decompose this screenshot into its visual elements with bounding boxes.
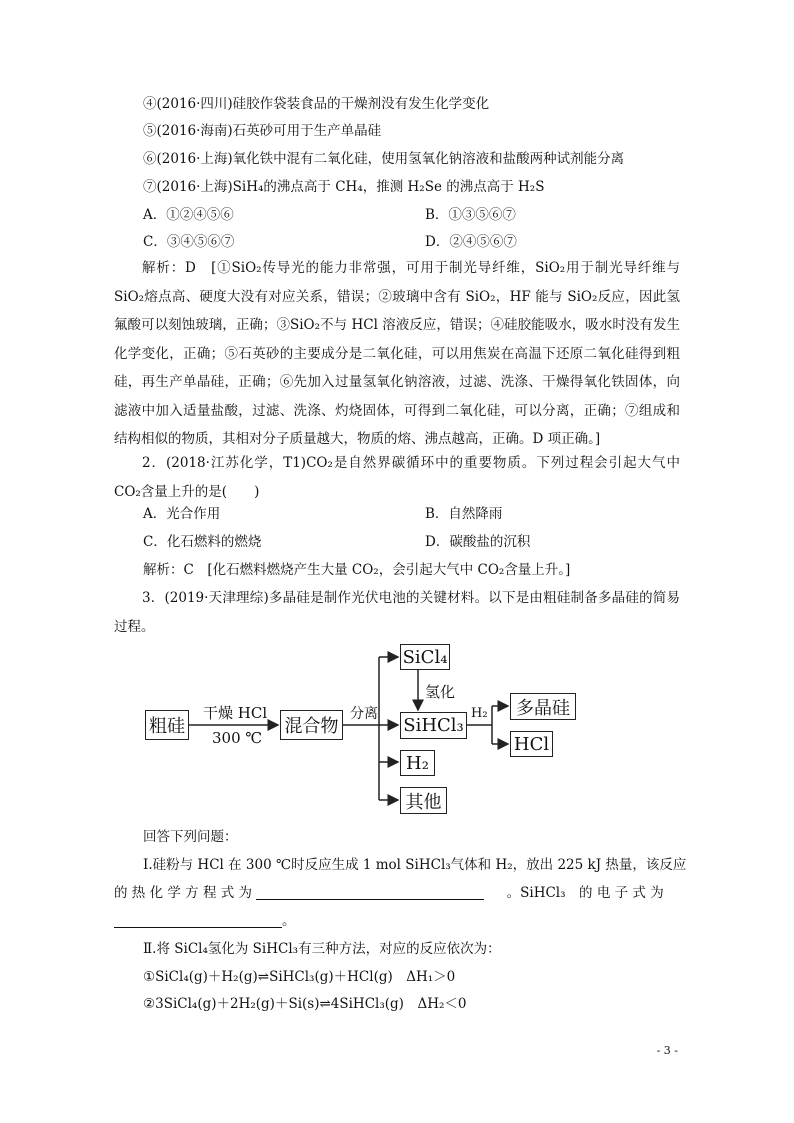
page-number: - 3 - — [656, 1044, 678, 1057]
thermo-equation-blank[interactable] — [256, 899, 484, 900]
q1-option-d: D．②④⑤⑥⑦ — [425, 234, 517, 250]
part1-line2 — [114, 884, 664, 902]
answer-prompt: 回答下列问题： — [143, 829, 238, 845]
part1-electron-prompt: 。SiHCl₃ 的 电 子 式 为 — [506, 885, 664, 901]
q1-option-c: C．③④⑤⑥⑦ — [143, 234, 235, 250]
part1-period: 。 — [282, 913, 296, 929]
statement-5: ⑤(2016·海南)石英砂可用于生产单晶硅 — [143, 123, 382, 139]
part1-thermo-prompt: 的 热 化 学 方 程 式 为 — [114, 885, 253, 901]
box-h2: H₂ — [400, 750, 435, 776]
label-300c: 300 ℃ — [212, 729, 263, 747]
q1-option-a: A．①②④⑤⑥ — [143, 207, 234, 223]
statement-6: ⑥(2016·上海)氧化铁中混有二氧化硅，使用氢氧化钠溶液和盐酸两种试剂能分离 — [143, 151, 625, 167]
box-sicl4: SiCl₄ — [400, 644, 450, 670]
box-hcl: HCl — [510, 731, 553, 757]
q2-option-c: C．化石燃料的燃烧 — [143, 534, 262, 550]
box-polysilicon: 多晶硅 — [510, 693, 576, 720]
statement-4: ④(2016·四川)硅胶作袋装食品的干燥剂没有发生化学变化 — [143, 96, 490, 112]
label-dry-hcl: 干燥 HCl — [203, 704, 268, 722]
reaction-2: ②3SiCl₄(g)＋2H₂(g)＋Si(s)⇌4SiHCl₃(g) ΔH₂＜0 — [143, 996, 467, 1012]
part1-line1: Ⅰ.硅粉与 HCl 在 300 ℃时反应生成 1 mol SiHCl₃气体和 H₂，放出 225 kJ 热量，该反应 — [143, 857, 687, 873]
q1-analysis: 解析：D [①SiO₂传导光的能力非常强，可用于制光导纤维，SiO₂用于制光导纤维与 SiO₂熔点高、硬度大没有对应关系，错误；②玻璃中含有 SiO₂，HF 能与 SiO₂反应，因此氢氟酸可以刻蚀玻璃，正确；③SiO₂不与 HCl 溶液反应，错误；④硅胶能吸水，吸水时没有发生化学变化，正确；⑤石英砂的主要成分是二氧化硅，可以用焦炭在高温下还原二氧化硅得到粗硅，再生产单晶硅，正确；⑥先加入过量氢氧化钠溶液，过滤、洗涤、干燥得氧化铁固体，向滤液中加入适量盐酸，过滤、洗涤、灼烧固体，可得到二氧化硅，可以分离，正确；⑦组成和结构相似的物质，其相对分子质量越大，物质的熔、沸点越高，正确。D 项正确。] — [114, 260, 680, 447]
q2-analysis: 解析：C [化石燃料燃烧产生大量 CO₂，会引起大气中 CO₂含量上升。] — [143, 562, 571, 578]
reaction-1: ①SiCl₄(g)＋H₂(g)⇌SiHCl₃(g)＋HCl(g) ΔH₁＞0 — [143, 969, 456, 985]
statement-7: ⑦(2016·上海)SiH₄的沸点高于 CH₄，推测 H₂Se 的沸点高于 H₂S — [143, 179, 545, 195]
label-hydrogenation: 氢化 — [425, 683, 456, 701]
q1-option-b: B．①③⑤⑥⑦ — [425, 207, 516, 223]
box-mixture: 混合物 — [280, 710, 343, 740]
q2-option-b: B．自然降雨 — [425, 506, 503, 522]
part1-line3 — [114, 912, 296, 930]
part2-intro: Ⅱ.将 SiCl₄氢化为 SiHCl₃有三种方法，对应的反应依次为： — [143, 941, 501, 957]
label-separation: 分离 — [350, 706, 378, 722]
q3-stem: 3．(2019·天津理综)多晶硅是制作光伏电池的关键材料。以下是由粗硅制备多晶硅的简易过程。 — [114, 590, 680, 635]
q2-option-a: A．光合作用 — [143, 506, 221, 522]
q2-option-d: D．碳酸盐的沉积 — [425, 534, 531, 550]
q2-stem: 2．(2018·江苏化学，T1)CO₂是自然界碳循环中的重要物质。下列过程会引起大气中 CO₂含量上升的是( ) — [114, 455, 680, 500]
label-h2-reagent: H₂ — [471, 706, 488, 721]
box-crude-silicon: 粗硅 — [145, 710, 189, 740]
electron-formula-blank[interactable] — [114, 927, 282, 928]
box-sihcl3: SiHCl₃ — [400, 712, 467, 739]
box-other: 其他 — [400, 787, 447, 814]
